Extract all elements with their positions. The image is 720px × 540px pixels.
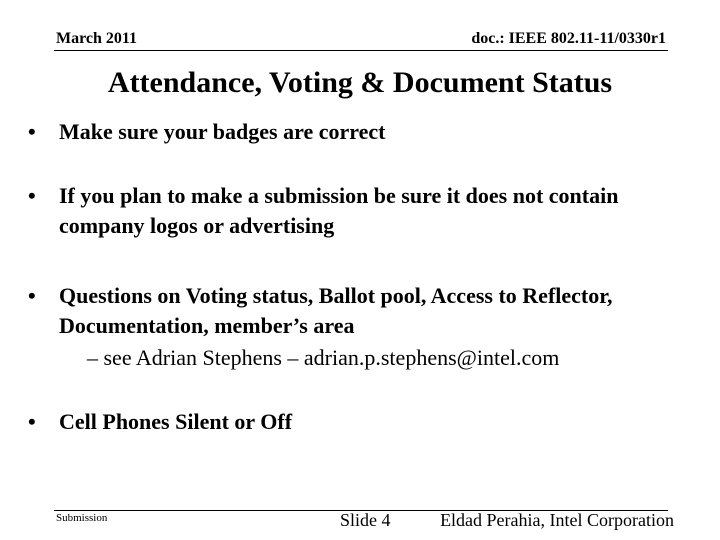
bullet-text: Cell Phones Silent or Off [59, 409, 293, 434]
footer-slide-number: Slide 4 [340, 510, 391, 530]
sub-bullet-contact [87, 343, 559, 373]
bullet-item-questions [28, 281, 688, 341]
bullet-text: If you plan to make a submission be sure it does not contain company logos or advertising [59, 183, 619, 238]
header-date: March 2011 [56, 30, 138, 47]
bullet-marker: • [28, 283, 36, 308]
footer-label: Submission [56, 512, 108, 524]
header-doc-id: doc.: IEEE 802.11-11/0330r1 [471, 30, 666, 47]
sub-bullet-marker: – [87, 345, 98, 370]
bullet-item-phones [28, 407, 688, 437]
header-divider [54, 50, 668, 51]
sub-bullet-text: see Adrian Stephens – adrian.p.stephens@intel.com [103, 345, 560, 370]
bullet-marker: • [28, 183, 36, 208]
bullet-marker: • [28, 119, 36, 144]
bullet-text: Make sure your badges are correct [59, 119, 386, 144]
bullet-item-submission [28, 181, 688, 241]
slide-title: Attendance, Voting & Document Status [107, 66, 613, 99]
bullet-marker: • [28, 409, 36, 434]
footer-author: Eldad Perahia, Intel Corporation [440, 510, 674, 530]
bullet-text: Questions on Voting status, Ballot pool, Access to Reflector, Documentation, member’s area [59, 283, 613, 338]
bullet-item-badges [28, 117, 688, 147]
